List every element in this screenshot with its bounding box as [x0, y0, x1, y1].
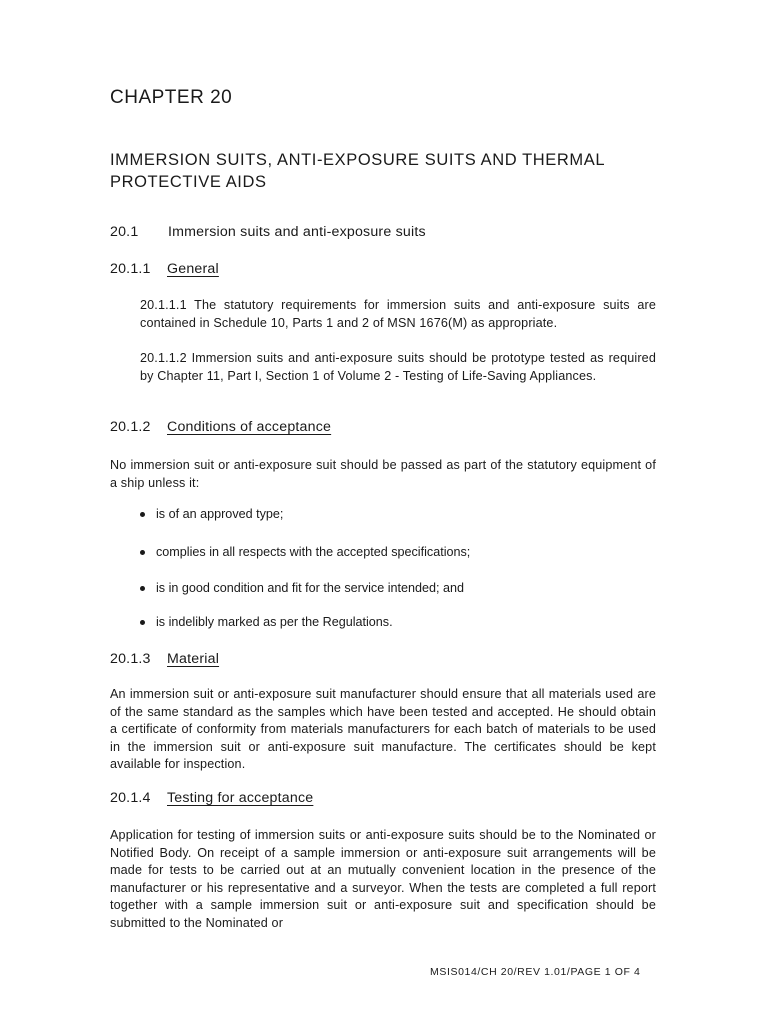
bullet-icon: [140, 586, 145, 591]
subsection-title: Conditions of acceptance: [167, 419, 332, 435]
conditions-intro: No immersion suit or anti-exposure suit should be passed as part of the statutory equipment of a ship unless it:: [110, 458, 656, 490]
subsection-number: 20.1.3: [110, 651, 151, 667]
section-title: Immersion suits and anti-exposure suits: [168, 224, 426, 240]
subsection-title: Material: [167, 651, 220, 667]
subsection-heading-20-1-1: [110, 261, 670, 279]
subsection-number: 20.1.2: [110, 419, 151, 435]
bullet-icon: [140, 550, 145, 555]
subsection-number: 20.1.1: [110, 261, 151, 277]
list-item-text: is indelibly marked as per the Regulations.: [156, 615, 393, 629]
list-item-text: is of an approved type;: [156, 507, 284, 521]
subsection-title: General: [167, 261, 219, 277]
subsection-title: Testing for acceptance: [167, 790, 314, 806]
material-paragraph: An immersion suit or anti-exposure suit manufacturer should ensure that all materials used are of the same standard as the samples which have been tested and accepted. He should obtain a certificate of conformity from materials manufacturers for each batch of materials to be used in the immersion suit or anti-exposure suit manufacture. The certificates should be kept available for inspection.: [110, 687, 656, 772]
chapter-heading: CHAPTER 20: [110, 87, 233, 108]
subsection-heading-20-1-3: [110, 651, 670, 669]
subsection-heading-20-1-4: [110, 790, 670, 808]
bullet-icon: [140, 512, 145, 517]
subsection-number: 20.1.4: [110, 790, 151, 806]
page-footer: MSIS014/CH 20/REV 1.01/PAGE 1 OF 4: [430, 966, 641, 978]
section-heading-20-1: [110, 224, 670, 242]
testing-paragraph: Application for testing of immersion suits or anti-exposure suits should be to the Nominated or Notified Body. On receipt of a sample immersion or anti-exposure suit arrangements will be made for tests to be carried out at an mutually convenient location in the presence of the manufacturer or his representative and a surveyor. When the tests are completed a full report together with a sample immersion suit or anti-exposure suit and specification should be submitted to the Nominated or: [110, 828, 656, 930]
section-number: 20.1: [110, 224, 139, 240]
subsection-heading-20-1-2: [110, 419, 670, 437]
paragraph-20-1-1-1: 20.1.1.1 The statutory requirements for immersion suits and anti-exposure suits are contained in Schedule 10, Parts 1 and 2 of MSN 1676(M) as appropriate.: [140, 298, 656, 330]
chapter-title: IMMERSION SUITS, ANTI-EXPOSURE SUITS AND THERMAL PROTECTIVE AIDS: [110, 151, 605, 191]
list-item-text: is in good condition and fit for the service intended; and: [156, 581, 465, 595]
paragraph-20-1-1-2: 20.1.1.2 Immersion suits and anti-exposure suits should be prototype tested as required by Chapter 11, Part I, Section 1 of Volume 2 - Testing of Life-Saving Appliances.: [140, 351, 656, 383]
bullet-icon: [140, 620, 145, 625]
list-item-text: complies in all respects with the accepted specifications;: [156, 545, 471, 559]
